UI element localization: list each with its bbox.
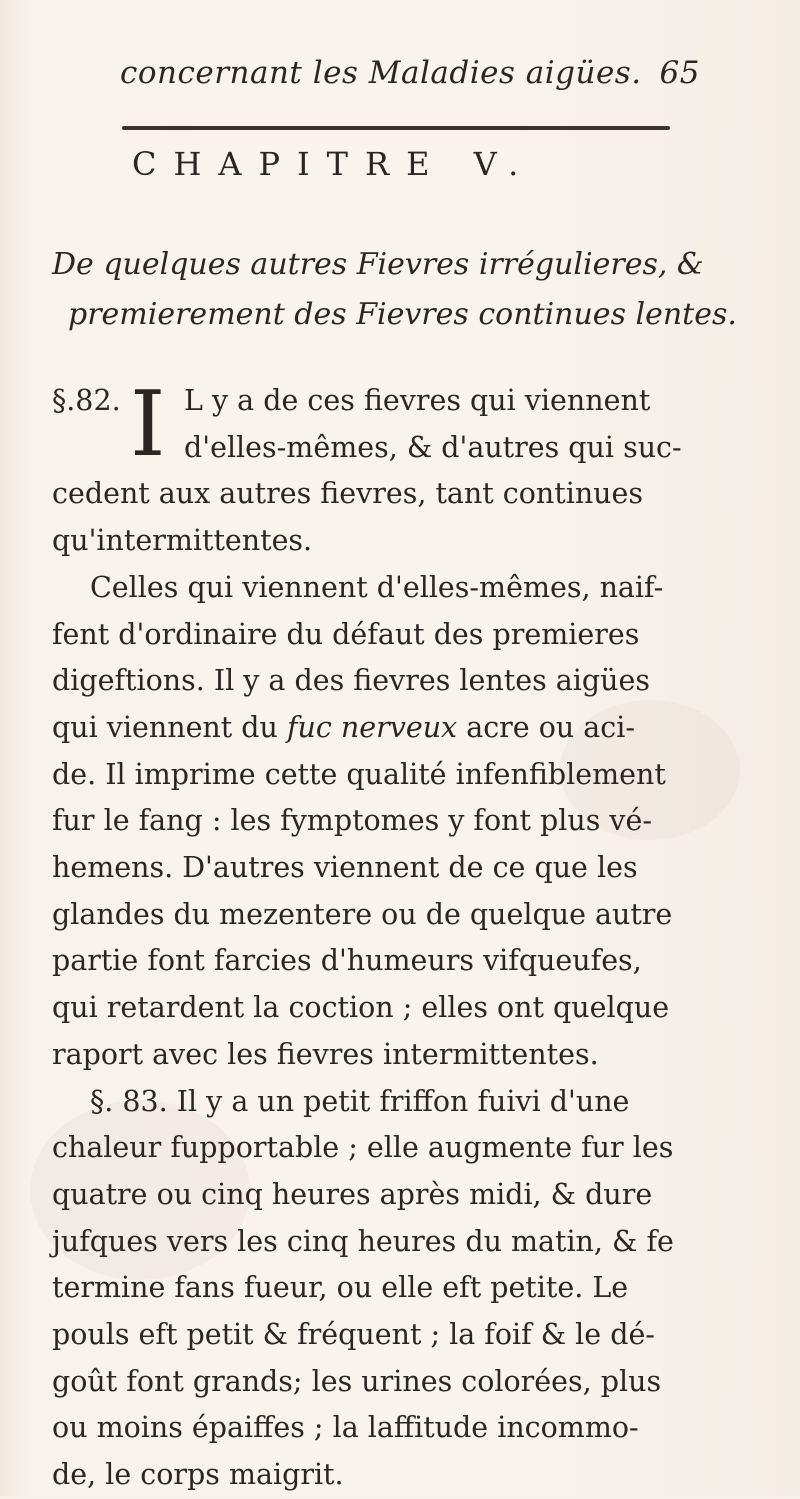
chapter-subtitle [52,240,752,340]
running-head [120,55,700,91]
paragraph-line: §. 83. Il y a un petit friffon fuivi d'une [90,1084,630,1118]
chapter-title: CHAPITRE V. [132,145,536,183]
paragraph-line: partie font farcies d'humeurs vifqueufes, [52,944,642,978]
paragraph-line: chaleur fupportable ; elle augmente fur les [52,1131,674,1165]
chapter-subtitle-line: premierement des Fievres continues lentes. [68,297,737,332]
paragraph-line: raport avec les fievres intermittentes. [52,1037,599,1071]
header-rule [122,126,670,130]
paragraph-82b [52,565,752,1079]
page-number: 65 [659,55,700,91]
paragraph-line: cedent aux autres fievres, tant continues [52,477,644,511]
paragraph-line: quatre ou cinq heures après midi, & dure [52,1177,653,1211]
paragraph-line: hemens. D'autres viennent de ce que les [52,851,638,885]
paragraph-83 [52,1079,752,1499]
paragraph-line: fur le fang : les fymptomes y font plus vé- [52,804,652,838]
paragraph-line: pouls eft petit & fréquent ; la foif & le dé- [52,1318,655,1352]
paragraph-line: ou moins épaiffes ; la laffitude incommo- [52,1411,639,1445]
italic-term: fuc nerveux [286,710,458,744]
paragraph-line: de, le corps maigrit. [52,1458,344,1492]
paragraph-line: fent d'ordinaire du défaut des premieres [52,617,640,651]
paragraph-line: de. Il imprime cette qualité infenfiblement [52,757,666,791]
paragraph-line [52,705,752,752]
paragraph-line: d'elles-mêmes, & d'autres qui suc- [184,430,682,464]
paragraph-line: termine fans fueur, ou elle eft petite. Le [52,1271,629,1305]
text-run: qui viennent du [52,710,287,744]
paragraph-line: jufques vers les cinq heures du matin, & fe [52,1224,674,1258]
running-title: concernant les Maladies aigües. [120,55,642,91]
section-number: §.82. [52,384,121,417]
paragraph-82 [52,372,752,565]
paragraph-line: qui retardent la coction ; elles ont quelque [52,991,670,1025]
text-run: acre ou aci- [457,710,635,744]
paragraph-line: goût font grands; les urines colorées, plus [52,1364,662,1398]
paragraph-line: Celles qui viennent d'elles-mêmes, naif- [90,570,664,604]
body-text [52,372,752,1499]
paragraph-line: glandes du mezentere ou de quelque autre [52,897,673,931]
chapter-subtitle-line: De quelques autres Fievres irrégulieres, & [52,247,704,282]
paragraph-line: L y a de ces fievres qui viennent [184,384,651,417]
paragraph-line: qu'intermittentes. [52,524,313,558]
paragraph-line: digeftions. Il y a des fievres lentes aigües [52,664,650,698]
drop-capital: I [130,372,166,477]
